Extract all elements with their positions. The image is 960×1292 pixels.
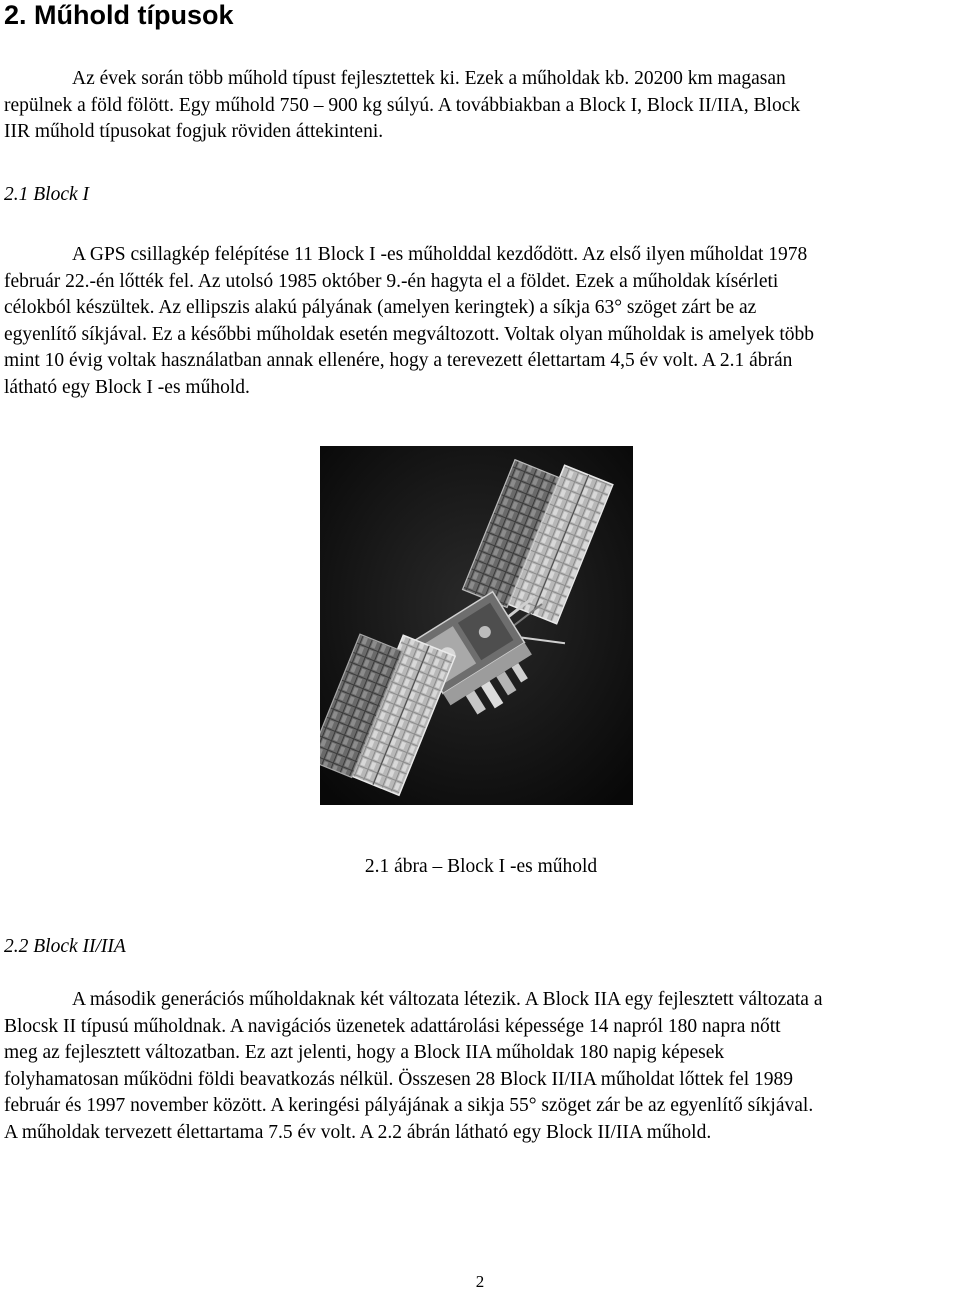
satellite-illustration bbox=[320, 446, 633, 805]
intro-line: IIR műhold típusokat fogjuk röviden áttekinteni. bbox=[4, 121, 384, 143]
intro-line: repülnek a föld fölött. Egy műhold 750 – 900 kg súlyú. A továbbiakban a Block I, Block II/IIA, Block bbox=[4, 94, 801, 116]
block-2-line: A műholdak tervezett élettartama 7.5 év volt. A 2.2 ábrán látható egy Block II/IIA műhold. bbox=[4, 1121, 712, 1143]
block-1-line: február 22.-én lőtték fel. Az utolsó 1985 október 9.-én hagyta el a földet. Ezek a műholdak kísérleti bbox=[4, 270, 779, 292]
figure-caption: 2.1 ábra – Block I -es műhold bbox=[364, 856, 598, 877]
block-1-line: egyenlítő síkjával. Ez a későbbi műholdak esetén megváltozott. Voltak olyan műholdak is amelyek több bbox=[4, 323, 814, 345]
block-1-paragraph bbox=[4, 242, 960, 402]
block-1-line: mint 10 évig voltak használatban annak ellenére, hogy a terevezett élettartam 4,5 év volt. A 2.1 ábrán bbox=[4, 350, 793, 372]
block-2-line: Blocsk II típusú műholdnak. A navigációs üzenetek adattárolási képessége 14 napról 180 napra nőtt bbox=[4, 1015, 781, 1037]
page-heading: 2. Műhold típusok bbox=[4, 0, 234, 30]
block-2-paragraph bbox=[4, 987, 960, 1147]
block-2-line: A második generációs műholdaknak két változata létezik. A Block IIA egy fejlesztett változata a bbox=[72, 989, 823, 1010]
page-number: 2 bbox=[475, 1272, 485, 1291]
block-1-line: A GPS csillagkép felépítése 11 Block I -es műholddal kezdődött. Az első ilyen műholdat 1978 bbox=[72, 244, 808, 265]
block-2-line: folyhamatosan működni földi beavatkozás nélkül. Összesen 28 Block II/IIA műholdat lőttek fel 1989 bbox=[4, 1068, 794, 1090]
block-1-line: célokból készültek. Az ellipszis alakú pályának (amelyen keringtek) a síkja 63° szöget zárt be az bbox=[4, 297, 757, 319]
intro-line: Az évek során több műhold típust fejlesztettek ki. Ezek a műholdak kb. 20200 km magasan bbox=[72, 68, 786, 89]
intro-paragraph bbox=[4, 66, 960, 146]
section-title-block-1: 2.1 Block I bbox=[4, 184, 90, 205]
block-1-satellite-photo bbox=[320, 446, 633, 805]
block-2-line: február és 1997 november között. A keringési pályájának a sikja 55° szöget zár be az egyenlítő síkjával. bbox=[4, 1095, 814, 1117]
block-1-line: látható egy Block I -es műhold. bbox=[4, 376, 250, 398]
section-title-block-2: 2.2 Block II/IIA bbox=[4, 936, 126, 957]
block-2-line: meg az fejlesztett változatban. Ez azt jelenti, hogy a Block IIA műholdak 180 napig képesek bbox=[4, 1042, 725, 1064]
